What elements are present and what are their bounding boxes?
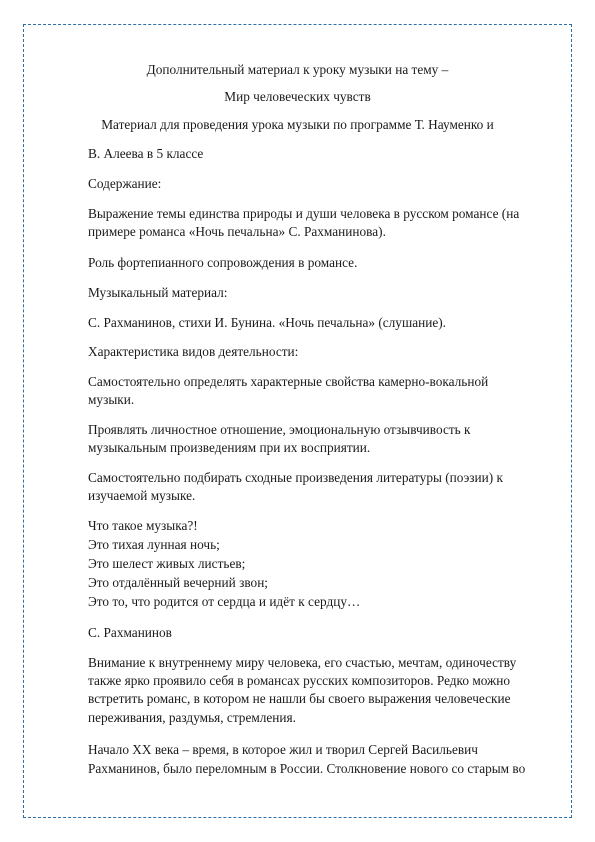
paragraph-material: С. Рахманинов, стихи И. Бунина. «Ночь печальна» (слушание). xyxy=(88,315,446,330)
paragraph-romance-cont: встретить романс, в котором не нашли бы своего выражения человеческие xyxy=(88,691,511,706)
paragraph-contents-heading: Содержание: xyxy=(88,176,162,191)
paragraph-class: В. Алеева в 5 классе xyxy=(88,146,204,161)
paragraph-activity2: Проявлять личностное отношение, эмоциональную отзывчивость к xyxy=(88,422,471,437)
poem-line: Это шелест живых листьев; xyxy=(88,556,246,571)
paragraph-romance: Внимание к внутреннему миру человека, его счастью, мечтам, одиночеству xyxy=(88,655,517,670)
paragraph-century: Начало XX века – время, в которое жил и творил Сергей Васильевич xyxy=(88,742,478,757)
poem-line: Это тихая лунная ночь; xyxy=(88,537,220,552)
paragraph-romance-cont: также ярко проявило себя в романсах русских композиторов. Редко можно xyxy=(88,673,510,688)
poem-line: Это отдалённый вечерний звон; xyxy=(88,575,269,590)
paragraph-century-cont: Рахманинов, было переломным в России. Столкновение нового со старым во xyxy=(88,761,526,776)
poem-line: Что такое музыка?! xyxy=(88,518,198,533)
doc-title-line3: Материал для проведения урока музыки по программе Т. Науменко и xyxy=(101,117,494,132)
paragraph-romance-cont: переживания, раздумья, стремления. xyxy=(88,710,296,725)
paragraph-activity3-cont: изучаемой музыке. xyxy=(88,488,196,503)
paragraph-theme: Выражение темы единства природы и души человека в русском романсе (на xyxy=(88,206,520,221)
paragraph-piano-role: Роль фортепианного сопровождения в романсе. xyxy=(88,255,358,270)
paragraph-activity2-cont: музыкальным произведениям при их восприятии. xyxy=(88,440,371,455)
paragraph-activity3: Самостоятельно подбирать сходные произведения литературы (поэзии) к xyxy=(88,470,503,485)
paragraph-material-heading: Музыкальный материал: xyxy=(88,285,228,300)
doc-title-line1: Дополнительный материал к уроку музыки на тему – xyxy=(146,62,449,77)
paragraph-theme-cont: примере романса «Ночь печальна» С. Рахманинова). xyxy=(88,224,386,239)
doc-title-line2: Мир человеческих чувств xyxy=(224,89,371,104)
paragraph-activity1: Самостоятельно определять характерные свойства камерно-вокальной xyxy=(88,374,489,389)
poem-author: С. Рахманинов xyxy=(88,625,172,640)
poem-line: Это то, что родится от сердца и идёт к сердцу… xyxy=(88,594,361,609)
paragraph-activity1-cont: музыки. xyxy=(88,392,135,407)
paragraph-activities-heading: Характеристика видов деятельности: xyxy=(88,344,299,359)
